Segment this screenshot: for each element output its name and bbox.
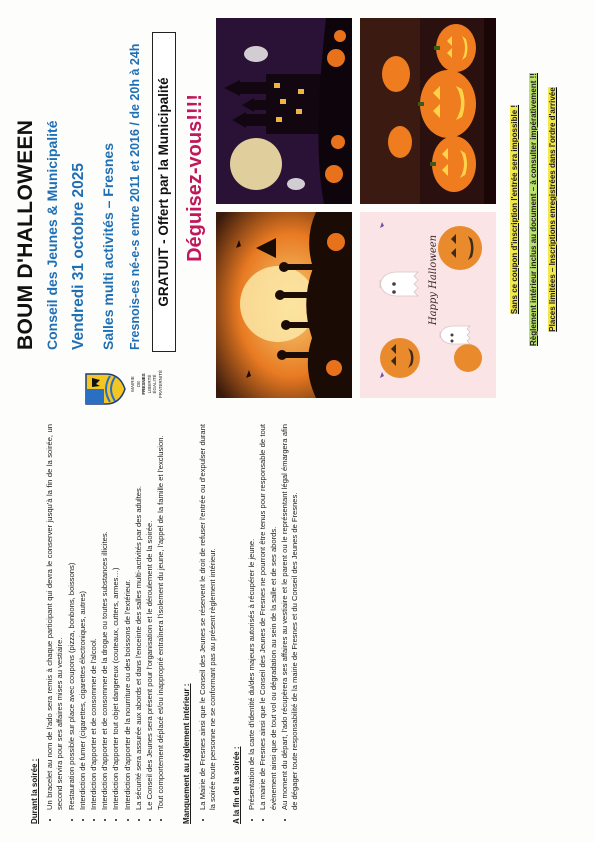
fin-heading: A la fin de la soirée : <box>232 746 242 824</box>
list-item: • Tout comportement déplacé et/ou inapproprié entraînera l'isolement du jeune, l'appel de la famille et l'exclusion. <box>156 424 166 810</box>
note-text: Règlement intérieur inclus au document – à consulter impérativement !! <box>529 73 538 346</box>
mairie-line: DE <box>135 380 141 388</box>
mairie-line: MAIRIE <box>130 376 135 392</box>
ghosts-pumpkins-illustration <box>360 212 496 398</box>
list-item: • Interdiction de fumer (cigarettes, cigarettes électroniques, autres) <box>78 424 88 810</box>
note-text: Sans ce coupon d'inscription l'entrée sera impossible ! <box>510 104 519 315</box>
list-item: • La mairie de Fresnes ainsi que le Conseil des Jeunes de Fresnes ne pourront être tenus pour responsable de tout évènement ainsi que de tout vol ou dégradation au sein de la salle et de ses abords. <box>258 424 278 810</box>
poster-header <box>8 7 178 412</box>
mairie-line: FRATERNITÉ <box>157 370 163 398</box>
list-item: • Interdiction d'apporter et de consommer de la drogue ou toutes substances illicites. <box>100 424 110 810</box>
date-line: Vendredi 31 octobre 2025 <box>70 163 87 350</box>
event-title: BOUM D'HALLOWEEN <box>14 119 37 350</box>
costume-callout: Déguisez-vous!!!! <box>184 94 206 262</box>
list-item: • La sécurité sera assurée aux abords et dans l'enceinte des salles multi-activités par des adultes. <box>134 424 144 810</box>
mairie-line: ÉGALITÉ <box>152 374 157 394</box>
note-places <box>548 7 557 412</box>
list-item: • La Mairie de Fresnes ainsi que le Conseil des Jeunes se réservent le droit de refuser l'entrée ou d'expulser durant la soirée toute personne ne se conformant pas au présent règlement intérieur. <box>198 424 218 810</box>
town-crest-icon <box>84 372 126 406</box>
list-item: • Interdiction d'apporter et de consommer de l'alcool. <box>89 424 99 810</box>
soiree-list <box>45 424 166 824</box>
registration-notes <box>506 7 567 412</box>
list-item: • Le Conseil des Jeunes sera présent pour l'organisation et le déroulement de la soirée. <box>145 424 155 810</box>
mairie-line: LIBERTÉ <box>146 374 152 394</box>
list-item: • Présentation de la carte d'identité du/des majeurs autorisés à récupérer le jeune. <box>247 424 257 810</box>
mairie-label <box>130 362 163 406</box>
note-reglement <box>529 7 538 412</box>
list-item: • Un bracelet au nom de l'ado sera remis à chaque participant qui devra le conserver jusqu'à la fin de la soirée, un second servira pour ses affaires mises au vestiaire. <box>45 424 65 810</box>
free-banner: GRATUIT - Offert par la Municipalité <box>152 32 176 352</box>
venue-line: Salles multi activités – Fresnes <box>100 143 116 350</box>
soiree-heading: Durant la soirée : <box>30 758 39 824</box>
note-text: Places limitées – Inscriptions enregistrées dans l'ordre d'arrivée <box>548 87 557 332</box>
haunted-castle-illustration <box>216 18 352 204</box>
rules-column <box>30 424 590 824</box>
list-item: • Restauration possible sur place avec coupons (pizza, bonbons, boissons) <box>67 424 77 810</box>
note-coupon <box>510 7 519 412</box>
list-item: • Interdiction d'apporter de la nourriture ou des boissons de l'extérieur. <box>123 424 133 810</box>
mairie-line: FRESNES <box>141 373 146 395</box>
audience-line: Fresnois-es né-e-s entre 2011 et 2016 / de 20h à 24h <box>128 43 142 350</box>
manquement-heading: Manquement au règlement intérieur : <box>182 683 192 824</box>
fin-list <box>247 424 300 824</box>
organizers-line: Conseil des Jeunes & Municipalité <box>44 120 60 350</box>
illustrations-grid <box>216 18 496 398</box>
jack-o-lanterns-illustration <box>360 18 496 204</box>
manquement-list <box>198 424 218 824</box>
list-item: • Interdiction d'apporter tout objet dangereux (couteaux, cutters, armes…) <box>111 424 121 810</box>
list-item: • Au moment du départ, l'ado récupèrera ses affaires au vestiaire et le parent ou le représentant légal émargera afin de dégager toute responsabilité de la mairie de Fresnes et du Conseil des Jeunes de Fresnes. <box>280 424 300 810</box>
poster-column <box>8 7 588 412</box>
moon-silhouettes-illustration <box>216 212 352 398</box>
happy-halloween-text: Happy Halloween <box>428 234 439 326</box>
